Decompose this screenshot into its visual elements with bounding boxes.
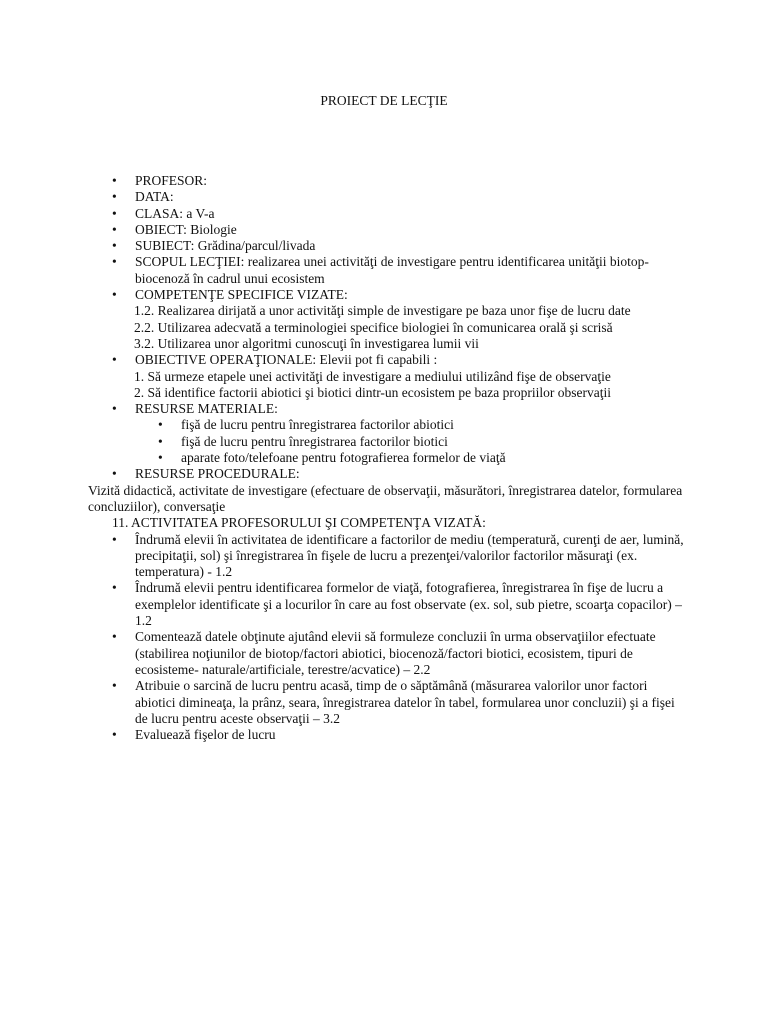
list-item-subiect: • SUBIECT: Grădina/parcul/livada bbox=[112, 238, 316, 254]
resursa-item: • fişă de lucru pentru înregistrarea factorilor biotici bbox=[158, 433, 448, 449]
bullet-icon: • bbox=[158, 450, 163, 466]
activitate-item: • Îndrumă elevii în activitatea de identificare a factorilor de mediu (temperatură, curenţi de aer, lumină, precipitaţii, sol) şi înregistrarea în fişele de lucru a prezenţei/valorilor factorilor măsuraţi (ex. temperatura) - 1.2 bbox=[112, 531, 684, 580]
bullet-icon: • bbox=[112, 254, 117, 270]
bullet-icon: • bbox=[158, 417, 163, 433]
competente-heading: • COMPETENŢE SPECIFICE VIZATE: bbox=[112, 287, 348, 303]
document-body bbox=[88, 173, 688, 743]
resurse-materiale-heading: • RESURSE MATERIALE: bbox=[112, 401, 278, 417]
list-item-data: • DATA: bbox=[112, 189, 174, 205]
bullet-icon: • bbox=[112, 221, 117, 237]
bullet-icon: • bbox=[112, 401, 117, 417]
activitate-item: • Atribuie o sarcină de lucru pentru acasă, timp de o săptămână (măsurarea valorilor unor factori abiotici dimineaţa, la prânz, seara, înregistrarea datelor în tabel, formularea unor concluzii) şi a fişei de lucru pentru aceste observaţii – 3.2 bbox=[112, 678, 675, 726]
bullet-icon: • bbox=[158, 433, 163, 449]
obiective-heading: • OBIECTIVE OPERAŢIONALE: Elevii pot fi capabili : bbox=[112, 352, 438, 368]
bullet-icon: • bbox=[112, 352, 117, 368]
obiectiv-item: 2. Să identifice factorii abiotici şi biotici dintr-un ecosistem pe baza propriilor observaţii bbox=[134, 384, 611, 400]
list-item-clasa: • CLASA: a V-a bbox=[112, 205, 215, 221]
competenta-item: 3.2. Utilizarea unor algoritmi cunoscuţi în investigarea lumii vii bbox=[134, 335, 479, 351]
document-title: PROIECT DE LECŢIE bbox=[320, 93, 448, 108]
bullet-icon: • bbox=[112, 580, 117, 596]
resursa-item: • aparate foto/telefoane pentru fotografierea formelor de viaţă bbox=[158, 450, 506, 466]
resurse-procedurale-heading: • RESURSE PROCEDURALE: bbox=[112, 466, 300, 482]
activitate-item: • Comentează datele obţinute ajutând elevii să formuleze concluzii în urma observaţiilor efectuate (stabilirea noţiunilor de biotop/factori abiotici, biocenoză/factori biotici, ecosistem, tipuri de ecosisteme- naturale/artificiale, terestre/acvatice) – 2.2 bbox=[112, 629, 656, 677]
list-item-profesor: • PROFESOR: bbox=[112, 173, 208, 188]
bullet-icon: • bbox=[112, 727, 117, 743]
bullet-icon: • bbox=[112, 189, 117, 205]
resurse-procedurale-text: Vizită didactică, activitate de investigare (efectuare de observaţii, măsurători, înregistrarea datelor, formularea concluziilor), conversaţie bbox=[88, 482, 683, 514]
list-item-obiect: • OBIECT: Biologie bbox=[112, 221, 237, 237]
competenta-item: 2.2. Utilizarea adecvată a terminologiei specifice biologiei în comunicarea orală şi scrisă bbox=[134, 319, 613, 335]
bullet-icon: • bbox=[112, 287, 117, 303]
bullet-icon: • bbox=[112, 466, 117, 482]
bullet-icon: • bbox=[112, 238, 117, 254]
bullet-icon: • bbox=[112, 629, 117, 645]
obiectiv-item: 1. Să urmeze etapele unei activităţi de investigare a mediului utilizând fişe de observaţie bbox=[134, 368, 611, 384]
competenta-item: 1.2. Realizarea dirijată a unor activităţi simple de investigare pe baza unor fişe de lucru date bbox=[134, 303, 631, 319]
activitate-item: • Îndrumă elevii pentru identificarea formelor de viaţă, fotografierea, înregistrarea în fişe de lucru a exemplelor identificate şi a locurilor în care au fost observate (ex. sol, sub pietre, scoarţa copacilor) – 1.2 bbox=[112, 580, 682, 629]
list-item-scopul: • SCOPUL LECŢIEI: realizarea unei activităţi de investigare pentru identificarea unităţii biotop-biocenoză în cadrul unui ecosistem bbox=[112, 254, 649, 286]
bullet-icon: • bbox=[112, 678, 117, 694]
bullet-icon: • bbox=[112, 173, 117, 188]
activitatea-heading: 11. ACTIVITATEA PROFESORULUI ŞI COMPETENŢA VIZATĂ: bbox=[112, 515, 486, 531]
activitate-item: • Evaluează fişelor de lucru bbox=[112, 727, 276, 743]
bullet-icon: • bbox=[112, 531, 117, 547]
resursa-item: • fişă de lucru pentru înregistrarea factorilor abiotici bbox=[158, 417, 454, 433]
bullet-icon: • bbox=[112, 205, 117, 221]
